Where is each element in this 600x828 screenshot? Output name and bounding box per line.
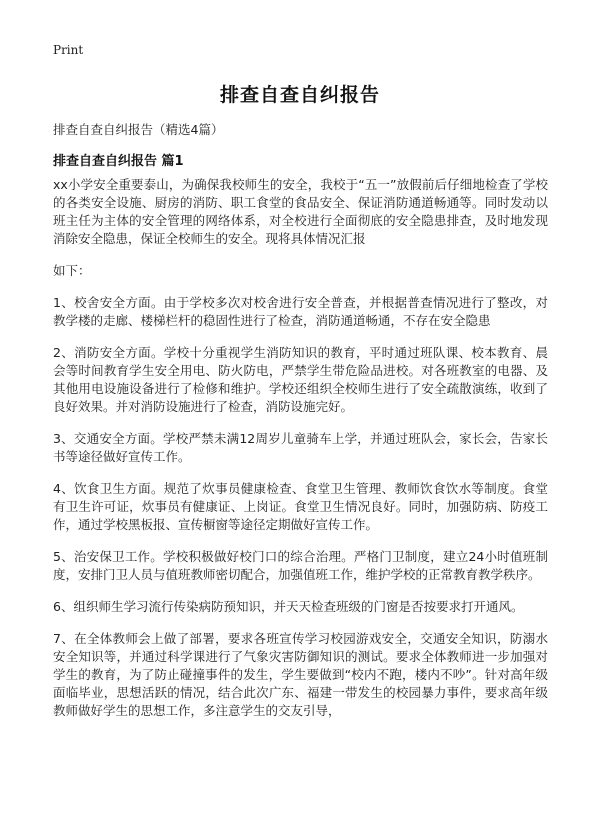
paragraph-item-5: 5、治安保卫工作。学校积极做好校门口的综合治理。严格门卫制度，建立24小时值班制度，安排门卫人员与值班教师密切配合，加强值班工作，维护学校的正常教育教学秩序。 [53, 549, 548, 582]
paragraph-item-6: 6、组织师生学习流行传染病防预知识，并天天检查班级的门窗是否按要求打开通风。 [53, 599, 524, 614]
print-link[interactable]: Print [53, 43, 84, 57]
section-heading: 排查自查自纠报告 篇1 [53, 154, 184, 169]
document-body [53, 176, 548, 734]
document-title: 排查自查自纠报告 [219, 84, 380, 106]
paragraph-follows: 如下： [53, 263, 91, 278]
paragraph-item-2: 2、消防安全方面。学校十分重视学生消防知识的教育，平时通过班队课、校本教育、晨会等时间教育学生安全用电、防火防电，严禁学生带危险品进校。对各班教室的电器、及其他用电设施设备进行了检修和维护。学校还组织全校师生进行了安全疏散演练，收到了良好效果。并对消防设施进行了检查，消防设施完好。 [53, 345, 548, 414]
paragraph-item-7: 7、在全体教师会上做了部署，要求各班宣传学习校园游戏安全，交通安全知识，防溺水安全知识等，并通过科学课进行了气象灾害防御知识的测试。要求全体教师进一步加强对学生的教育，为了防止碰撞事件的发生，学生要做到“校内不跑，楼内不吵”。针对高年级面临毕业，思想活跃的情况，结合此次广东、福建一带发生的校园暴力事件，要求高年级教师做好学生的思想工作，多注意学生的交友引导， [53, 631, 548, 718]
document-subtitle: 排查自查自纠报告（精选4篇） [53, 122, 224, 137]
paragraph-item-1: 1、校舍安全方面。由于学校多次对校舍进行安全普查，并根据普查情况进行了整改，对教学楼的走廊、楼梯栏杆的稳固性进行了检查，消防通道畅通，不存在安全隐患 [53, 295, 548, 328]
paragraph-item-3: 3、交通安全方面。学校严禁未满12周岁儿童骑车上学，并通过班队会，家长会，告家长书等途径做好宣传工作。 [53, 431, 548, 464]
paragraph-intro: xx小学安全重要泰山，为确保我校师生的安全，我校于“五一”放假前后仔细地检查了学校的各类安全设施、厨房的消防、职工食堂的食品安全、保证消防通道畅通等。同时发动以班主任为主体的安全管理的网络体系，对全校进行全面彻底的安全隐患排查，及时地发现消除安全隐患，保证全校师生的安全。现将具体情况汇报 [53, 177, 548, 246]
paragraph-item-4: 4、饮食卫生方面。规范了炊事员健康检查、食堂卫生管理、教师饮食饮水等制度。食堂有卫生许可证，炊事员有健康证、上岗证。食堂卫生情况良好。同时，加强防病、防疫工作，通过学校黑板报、宣传橱窗等途径定期做好宣传工作。 [53, 481, 548, 532]
